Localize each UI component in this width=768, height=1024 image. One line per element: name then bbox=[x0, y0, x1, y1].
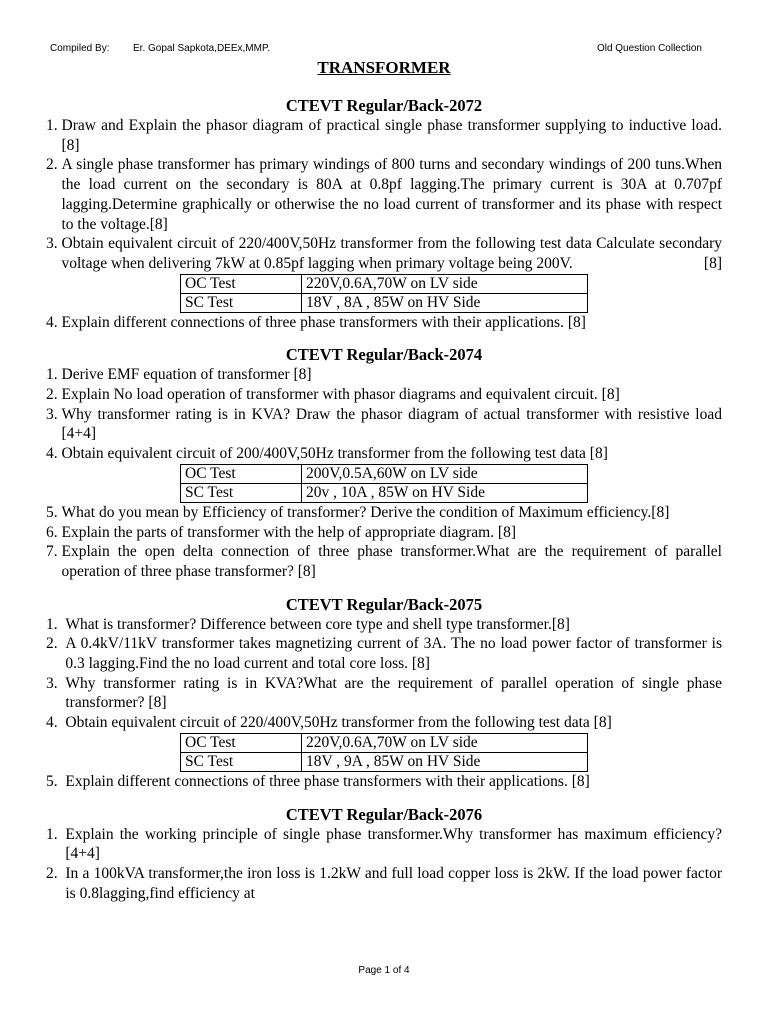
question-text: In a 100kVA transformer,the iron loss is 1.2kW and full load copper loss is 2kW. If the load power factor is 0.8lagging,find efficiency at bbox=[65, 864, 722, 902]
section-title-2074: CTEVT Regular/Back-2074 bbox=[285, 345, 483, 365]
question-number: 3. bbox=[46, 405, 62, 423]
question-text: Obtain equivalent circuit of 200/400V,50Hz transformer from the following test data [8] bbox=[61, 445, 608, 463]
table-row bbox=[181, 464, 588, 483]
test-data-table bbox=[180, 274, 588, 313]
question-item bbox=[46, 385, 722, 405]
question-item bbox=[46, 503, 722, 523]
question-item bbox=[46, 674, 722, 713]
question-text: Explain the parts of transformer with the help of appropriate diagram. [8] bbox=[61, 523, 517, 541]
question-number: 3. bbox=[46, 235, 62, 253]
question-item bbox=[46, 444, 722, 464]
question-number: 2. bbox=[46, 156, 62, 174]
question-item bbox=[46, 634, 722, 673]
question-number: 2. bbox=[46, 635, 66, 653]
question-number: 2. bbox=[46, 864, 66, 882]
table-cell: 220V,0.6A,70W on LV side bbox=[302, 733, 588, 752]
question-text: Explain different connections of three phase transformers with their applications. [8] bbox=[61, 313, 586, 331]
question-text: Explain the working principle of single phase transformer.Why transformer has maximum efficiency? [4+4] bbox=[65, 825, 722, 863]
question-item bbox=[46, 405, 722, 444]
question-item bbox=[46, 713, 722, 733]
question-item bbox=[46, 365, 722, 385]
question-text: A 0.4kV/11kV transformer takes magnetizing current of 3A. The no load power factor of transformer is 0.3 lagging.Find the no load current and total core loss. [8] bbox=[65, 635, 722, 673]
question-number: 1. bbox=[46, 366, 62, 384]
question-number: 1. bbox=[46, 117, 62, 134]
question-text: A single phase transformer has primary windings of 800 turns and secondary windings of 200 tuns.When the load current on the secondary is 80A at 0.8pf lagging.The primary current is 30A at 0.707pf lagging.Determine graphically or otherwise the no load current of transformer and its phase with respect to the voltage.[8] bbox=[61, 156, 722, 233]
question-number: 5. bbox=[46, 503, 62, 521]
table-cell: 18V , 9A , 85W on HV Side bbox=[302, 752, 588, 771]
table-cell: 200V,0.5A,60W on LV side bbox=[302, 464, 588, 483]
question-number: 7. bbox=[46, 543, 62, 561]
page-title: TRANSFORMER bbox=[317, 58, 451, 77]
question-text: What do you mean by Efficiency of transformer? Derive the condition of Maximum efficiency.[8] bbox=[61, 503, 670, 521]
question-item bbox=[46, 615, 722, 635]
table-cell: OC Test bbox=[181, 733, 302, 752]
header-author: Er. Gopal Sapkota,DEEx,MMP. bbox=[133, 43, 271, 54]
question-item bbox=[46, 313, 722, 333]
question-number: 4. bbox=[46, 714, 66, 732]
question-item bbox=[46, 155, 722, 234]
table-cell: SC Test bbox=[181, 483, 302, 502]
section-title-2075: CTEVT Regular/Back-2075 bbox=[285, 594, 483, 614]
question-number: 5. bbox=[46, 772, 66, 790]
question-item bbox=[46, 772, 722, 792]
table-row bbox=[181, 483, 588, 502]
question-item bbox=[46, 864, 722, 903]
question-text: Explain different connections of three phase transformers with their applications. [8] bbox=[65, 772, 590, 790]
question-marks: [8] bbox=[703, 254, 722, 272]
table-row bbox=[181, 752, 588, 771]
section-title-2072: CTEVT Regular/Back-2072 bbox=[285, 96, 483, 115]
header-compiled-by-label: Compiled By: bbox=[50, 43, 110, 54]
table-row bbox=[181, 274, 588, 293]
question-text: Explain the open delta connection of three phase transformer.What are the requirement of parallel operation of three phase transformer? [8] bbox=[61, 543, 722, 580]
question-item bbox=[46, 542, 722, 581]
question-number: 1. bbox=[46, 825, 66, 843]
question-text: Why transformer rating is in KVA? Draw the phasor diagram of actual transformer with resistive load [4+4] bbox=[61, 405, 722, 443]
question-text: Explain No load operation of transformer with phasor diagrams and equivalent circuit. [8] bbox=[61, 386, 620, 404]
question-text: Draw and Explain the phasor diagram of practical single phase transformer supplying to inductive load.[8] bbox=[61, 117, 722, 154]
question-text: Why transformer rating is in KVA?What are the requirement of parallel operation of single phase transformer? [8] bbox=[65, 674, 722, 712]
question-text: Obtain equivalent circuit of 220/400V,50Hz transformer from the following test data [8] bbox=[65, 714, 612, 732]
question-item bbox=[46, 116, 722, 155]
table-cell: OC Test bbox=[181, 274, 302, 293]
table-cell: OC Test bbox=[181, 464, 302, 483]
question-number: 2. bbox=[46, 386, 62, 404]
table-cell: 220V,0.6A,70W on LV side bbox=[302, 274, 588, 293]
test-data-table bbox=[180, 733, 588, 772]
table-cell: 20v , 10A , 85W on HV Side bbox=[302, 483, 588, 502]
question-text: Derive EMF equation of transformer [8] bbox=[61, 366, 312, 384]
test-data-table bbox=[180, 464, 588, 503]
question-number: 3. bbox=[46, 674, 66, 692]
table-cell: SC Test bbox=[181, 293, 302, 312]
question-text: What is transformer? Difference between core type and shell type transformer.[8] bbox=[65, 615, 570, 633]
question-number: 6. bbox=[46, 523, 62, 541]
header-collection: Old Question Collection bbox=[596, 43, 702, 54]
question-text: Obtain equivalent circuit of 220/400V,50Hz transformer from the following test data Calculate secondary voltage when delivering 7kW at 0.85pf lagging when primary voltage being 200V. bbox=[61, 235, 722, 272]
question-number: 4. bbox=[46, 445, 62, 463]
section-title-2076: CTEVT Regular/Back-2076 bbox=[285, 804, 483, 824]
table-row bbox=[181, 293, 588, 312]
table-row bbox=[181, 733, 588, 752]
table-cell: 18V , 8A , 85W on HV Side bbox=[302, 293, 588, 312]
question-item bbox=[46, 523, 722, 543]
document-body bbox=[46, 96, 722, 903]
question-item bbox=[46, 234, 722, 273]
table-cell: SC Test bbox=[181, 752, 302, 771]
question-number: 1. bbox=[46, 615, 66, 633]
question-text-wrap bbox=[62, 234, 723, 273]
question-item bbox=[46, 825, 722, 864]
page-footer: Page 1 of 4 bbox=[358, 965, 410, 976]
question-number: 4. bbox=[46, 313, 62, 331]
